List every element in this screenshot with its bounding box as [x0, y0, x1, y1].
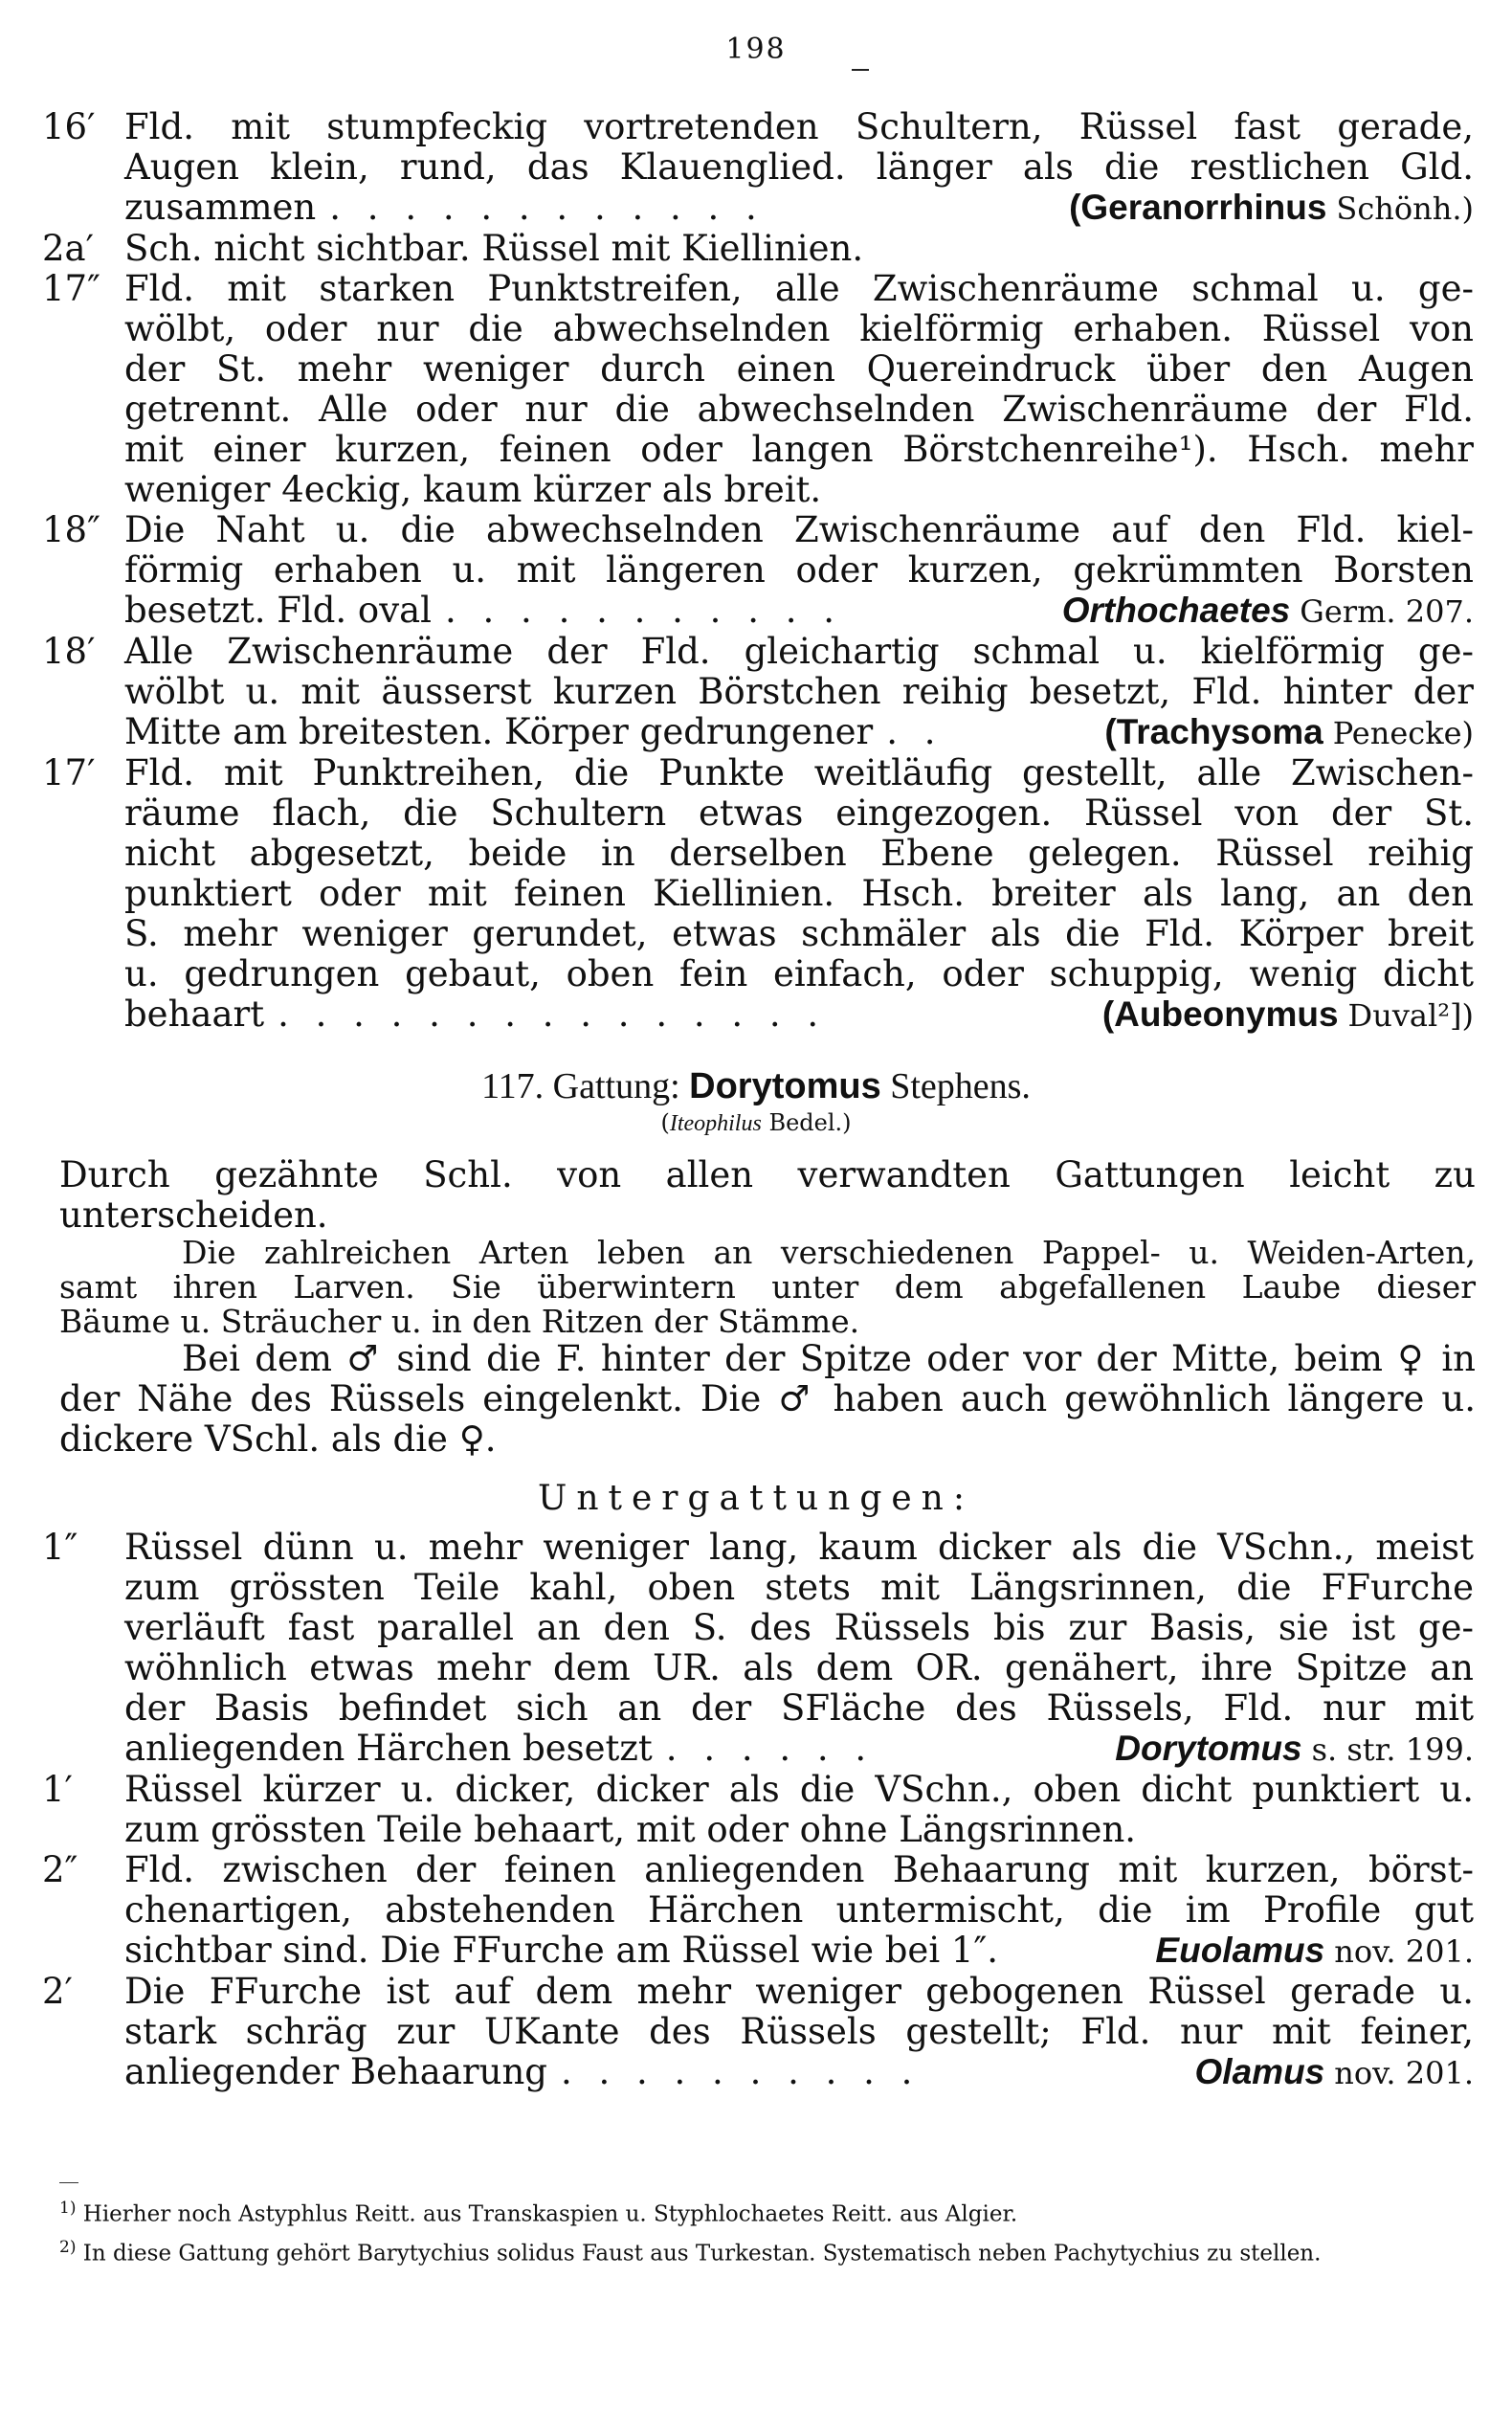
taxon-name: Orthochaetes	[1061, 591, 1291, 630]
line-text: der St. mehr weniger durch einen Quereindruck über den Augen	[124, 348, 1474, 390]
line-text: Alle Zwischenräume der Fld. gleichartig schmal u. kielförmig ge-	[124, 631, 1474, 672]
line-text: sichtbar sind. Die FFurche am Rüssel wie bei 1″.	[124, 1930, 999, 1971]
line-text: behaart	[124, 994, 265, 1035]
intro-paragraph-1	[59, 1155, 1476, 1236]
key-entry-line	[124, 954, 1474, 994]
key-entry-line	[124, 107, 1474, 147]
key-entry	[0, 510, 1512, 632]
genus-author: Stephens.	[890, 1066, 1031, 1106]
key-entry-line	[124, 632, 1474, 672]
line-text: Die FFurche ist auf dem mehr weniger gebogenen Rüssel gerade u.	[124, 1971, 1474, 2012]
taxon-name: Dorytomus	[1115, 1729, 1302, 1768]
key-entry-number: 17″	[42, 268, 100, 309]
key-entry-line	[124, 188, 1474, 229]
leader-dots: . .	[886, 711, 944, 752]
key-entry-line	[124, 1931, 1474, 1972]
taxon-name: Euolamus	[1155, 1931, 1325, 1970]
key-entry-line	[124, 834, 1474, 874]
synonym-genus: Iteophilus	[669, 1111, 762, 1136]
key-entry-line	[124, 349, 1474, 390]
key-entry-line	[124, 591, 1474, 632]
key-entry-line	[124, 753, 1474, 793]
key-entry-number: 18″	[42, 509, 100, 550]
line-text: Augen klein, rund, das Klauenglied. länger als die restlichen Gld.	[124, 146, 1474, 188]
line-text: anliegender Behaarung	[124, 2051, 547, 2092]
line-text: Mitte am breitesten. Körper gedrungener	[124, 711, 874, 752]
key-entry	[0, 107, 1512, 229]
line-text: Die Naht u. die abwechselnden Zwischenräume auf den Fld. kiel-	[124, 509, 1474, 550]
key-entry-line	[124, 672, 1474, 712]
key-entry-line	[124, 1648, 1474, 1688]
key-entry-line	[124, 1810, 1474, 1850]
line-text: nicht abgesetzt, beide in derselben Ebene gelegen. Rüssel reihig	[124, 833, 1474, 874]
taxon-author: s. str. 199.	[1311, 1731, 1474, 1768]
key-entry-number: 17′	[42, 752, 96, 793]
key-entry-text	[124, 1972, 1474, 2093]
footnote	[59, 2231, 1476, 2270]
key-entry-line	[124, 1688, 1474, 1729]
line-text: verläuft fast parallel an den S. des Rüssels bis zur Basis, sie ist ge-	[124, 1607, 1474, 1648]
key-entry-number: 2′	[42, 1971, 73, 2012]
synonym-open-paren: (	[660, 1109, 670, 1136]
taxon-name: (Geranorrhinus	[1069, 188, 1327, 227]
key-entry-line	[124, 229, 1474, 269]
leader-dots: . . . . . . . . . . .	[445, 590, 843, 631]
paragraph-line: Die zahlreichen Arten leben an verschiedenen Pappel- u. Weiden-Arten,	[182, 1234, 1476, 1271]
paragraph-line: samt ihren Larven. Sie überwintern unter dem abgefallenen Laube dieser	[59, 1268, 1476, 1306]
key-entry-line	[124, 1850, 1474, 1890]
line-text: zusammen	[124, 187, 317, 228]
page-number: 198	[725, 33, 787, 66]
key-entry-line	[124, 390, 1474, 430]
key-entry-number: 1″	[42, 1527, 78, 1568]
key-entry-text	[124, 107, 1474, 229]
taxon-author: Duval²])	[1347, 997, 1474, 1034]
key-entry-text	[124, 1850, 1474, 1972]
key-entry	[0, 269, 1512, 510]
key-entry-line	[124, 1528, 1474, 1568]
key-entry-number: 1′	[42, 1769, 73, 1810]
paragraph-line: Bäume u. Sträucher u. in den Ritzen der Stämme.	[59, 1303, 860, 1340]
key-entry-number: 2″	[42, 1849, 78, 1890]
line-text: Fld. mit Punktreihen, die Punkte weitläufig gestellt, alle Zwischen-	[124, 752, 1474, 793]
taxon-author: nov. 201.	[1334, 2055, 1474, 2091]
genus-synonym	[0, 1108, 1512, 1138]
line-text: stark schräg zur UKante des Rüssels gestellt; Fld. nur mit feiner,	[124, 2011, 1474, 2052]
footnotes	[59, 2192, 1476, 2269]
key-entry-text	[124, 753, 1474, 1036]
main-column	[0, 107, 1512, 2093]
line-text: zum grössten Teile kahl, oben stets mit Längsrinnen, die FFurche	[124, 1567, 1474, 1608]
key-entry-line	[124, 269, 1474, 309]
key-entry-line	[124, 874, 1474, 914]
taxon-author: Penecke)	[1332, 715, 1474, 751]
intro-paragraph-3	[59, 1339, 1476, 1460]
key-entry-line	[124, 994, 1474, 1036]
key-entry-line	[124, 550, 1474, 591]
line-text: Fld. zwischen der feinen anliegenden Behaarung mit kurzen, börst-	[124, 1849, 1474, 1890]
taxon-author: nov. 201.	[1334, 1933, 1474, 1970]
paragraph-line: der Nähe des Rüssels eingelenkt. Die ♂ haben auch gewöhnlich längere u.	[59, 1378, 1476, 1419]
line-text: Sch. nicht sichtbar. Rüssel mit Kiellinien.	[124, 228, 864, 269]
key-entry-line	[124, 309, 1474, 349]
paragraph-line: Bei dem ♂ sind die F. hinter der Spitze oder vor der Mitte, beim ♀ in	[182, 1338, 1476, 1379]
leader-dots: . . . . . . . . . . . . . . .	[278, 994, 827, 1035]
key-entry-number: 18′	[42, 631, 96, 672]
key-entry-line	[124, 1729, 1474, 1770]
line-text: Rüssel dünn u. mehr weniger lang, kaum dicker als die VSchn., meist	[124, 1527, 1474, 1568]
key-entry-line	[124, 2012, 1474, 2052]
key-entry-text	[124, 1770, 1474, 1850]
line-text: punktiert oder mit feinen Kiellinien. Hsch. breiter als lang, an den	[124, 873, 1474, 914]
key-entry-line	[124, 1770, 1474, 1810]
key-entry	[0, 1850, 1512, 1972]
key-entry-line	[124, 1890, 1474, 1931]
line-text: besetzt. Fld. oval	[124, 590, 433, 631]
key-entry-line	[124, 147, 1474, 188]
key-entry	[0, 632, 1512, 753]
footnote-mark: 2)	[59, 2237, 77, 2257]
key-entry	[0, 229, 1512, 269]
key-entry-line	[124, 1972, 1474, 2012]
key-entry-line	[124, 2052, 1474, 2093]
key-entry-number: 16′	[42, 106, 96, 147]
footnote-text: Hierher noch Astyphlus Reitt. aus Transkaspien u. Styphlochaetes Reitt. aus Algier.	[76, 2201, 1018, 2227]
paragraph-line: Durch gezähnte Schl. von allen verwandten Gattungen leicht zu	[59, 1154, 1476, 1195]
line-text: wölbt u. mit äusserst kurzen Börstchen reihig besetzt, Fld. hinter der	[124, 671, 1474, 712]
key-entry-text	[124, 510, 1474, 632]
line-text: wöhnlich etwas mehr dem UR. als dem OR. genähert, ihre Spitze an	[124, 1647, 1474, 1688]
key-entry-line	[124, 430, 1474, 470]
footnote-rule	[59, 2182, 78, 2183]
taxon-name: (Aubeonymus	[1101, 994, 1339, 1034]
key-entry-text	[124, 632, 1474, 753]
leader-dots: . . . . . . . . . . . .	[329, 187, 765, 228]
paragraph-line: dickere VSchl. als die ♀.	[59, 1418, 497, 1460]
taxon-author: Schönh.)	[1336, 190, 1474, 227]
key-entry-line	[124, 1568, 1474, 1608]
key-entry	[0, 753, 1512, 1036]
line-text: Fld. mit stumpfeckig vortretenden Schultern, Rüssel fast gerade,	[124, 106, 1474, 147]
line-text: wölbt, oder nur die abwechselnden kielförmig erhaben. Rüssel von	[124, 308, 1474, 349]
taxon-author: Germ. 207.	[1300, 593, 1474, 630]
line-text: anliegenden Härchen besetzt	[124, 1728, 653, 1769]
line-text: u. gedrungen gebaut, oben fein einfach, oder schuppig, wenig dicht	[124, 953, 1474, 994]
key-entry-text	[124, 1528, 1474, 1770]
footnote-mark: 1)	[59, 2199, 77, 2218]
key-entry-line	[124, 1608, 1474, 1648]
key-entry-line	[124, 470, 1474, 510]
key-entry-line	[124, 510, 1474, 550]
subgenera-heading: Untergattungen:	[538, 1479, 974, 1518]
line-text: S. mehr weniger gerundet, etwas schmäler als die Fld. Körper breit	[124, 913, 1474, 954]
key-entry-text	[124, 229, 1474, 269]
genus-number-label: 117. Gattung:	[481, 1066, 680, 1106]
line-text: der Basis befindet sich an der SFläche des Rüssels, Fld. nur mit	[124, 1687, 1474, 1729]
genus-heading	[0, 1064, 1512, 1108]
footnote	[59, 2192, 1476, 2231]
taxon-name: Olamus	[1194, 2052, 1325, 2091]
key-entry-line	[124, 914, 1474, 954]
key-entry-text	[124, 269, 1474, 510]
line-text: weniger 4eckig, kaum kürzer als breit.	[124, 469, 822, 510]
key-entry	[0, 1528, 1512, 1770]
line-text: Fld. mit starken Punktstreifen, alle Zwischenräume schmal u. ge-	[124, 268, 1474, 309]
header-dash	[852, 69, 869, 71]
key-entries-bottom	[0, 1528, 1512, 2093]
key-entry	[0, 1972, 1512, 2093]
line-text: Rüssel kürzer u. dicker, dicker als die VSchn., oben dicht punktiert u.	[124, 1769, 1474, 1810]
key-entry-line	[124, 793, 1474, 834]
line-text: räume flach, die Schultern etwas eingezogen. Rüssel von der St.	[124, 793, 1474, 834]
line-text: mit einer kurzen, feinen oder langen Börstchenreihe¹). Hsch. mehr	[124, 429, 1474, 470]
leader-dots: . . . . . . . . . .	[560, 2051, 921, 2092]
line-text: zum grössten Teile behaart, mit oder ohne Längsrinnen.	[124, 1809, 1137, 1850]
leader-dots: . . . . . .	[665, 1728, 875, 1769]
key-entry-number: 2a′	[42, 228, 95, 269]
key-entry	[0, 1770, 1512, 1850]
line-text: förmig erhaben u. mit längeren oder kurzen, gekrümmten Borsten	[124, 549, 1474, 591]
key-entry-line	[124, 712, 1474, 753]
taxon-name: (Trachysoma	[1104, 712, 1323, 751]
key-entries-top	[0, 107, 1512, 1036]
intro-paragraph-2	[59, 1236, 1476, 1339]
line-text: chenartigen, abstehenden Härchen untermischt, die im Profile gut	[124, 1889, 1474, 1931]
line-text: getrennt. Alle oder nur die abwechselnden Zwischenräume der Fld.	[124, 389, 1474, 430]
synonym-author: Bedel.)	[768, 1109, 852, 1136]
genus-name: Dorytomus	[689, 1066, 881, 1106]
footnote-text: In diese Gattung gehört Barytychius solidus Faust aus Turkestan. Systematisch neben Pachytychius zu stellen.	[76, 2241, 1322, 2267]
paragraph-line: unterscheiden.	[59, 1195, 328, 1236]
